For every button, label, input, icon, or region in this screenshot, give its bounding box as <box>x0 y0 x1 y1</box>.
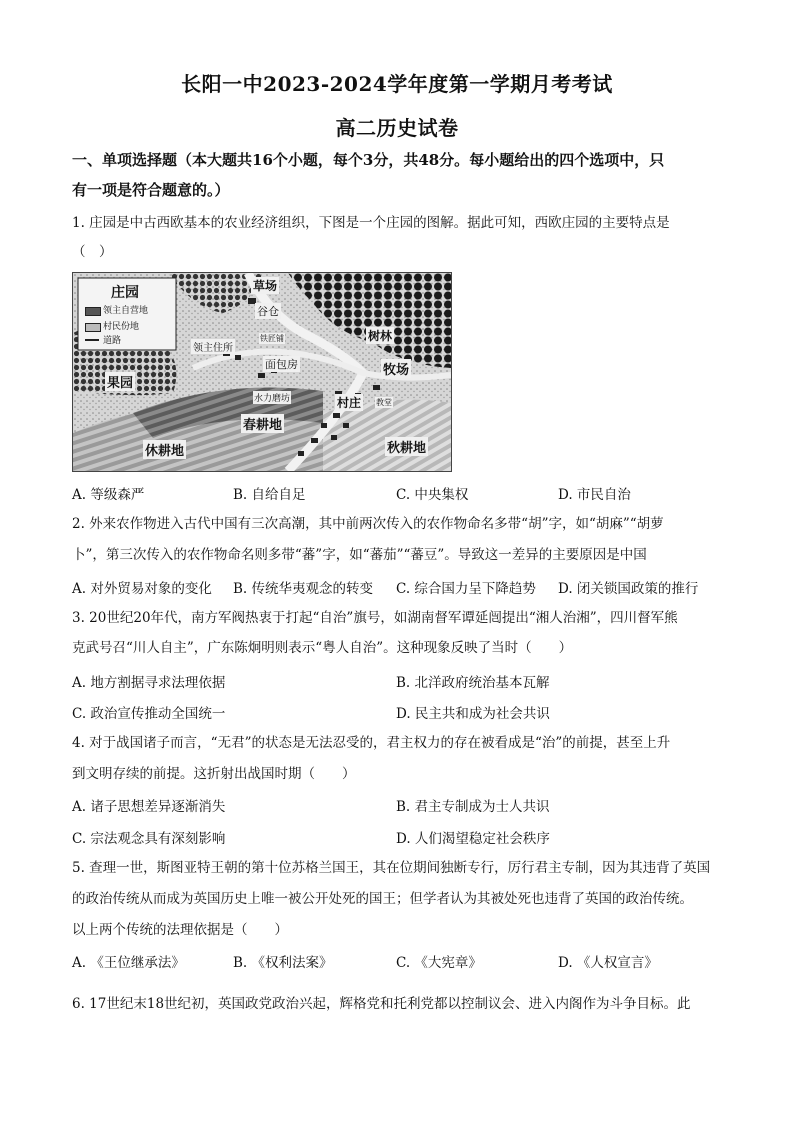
section-heading-line-1: 一、单项选择题（本大题共16个小题，每个3分，共48分。每小题给出的四个选项中，只 <box>72 151 665 169</box>
map-label-pasture: 草场 <box>253 279 278 293</box>
legend-label-lord-demesne: 领主自营地 <box>103 306 149 316</box>
question-5-text-line-3: 以上两个传统的法理依据是（ ） <box>72 922 288 938</box>
question-1-text: 1. 庄园是中古西欧基本的农业经济组织，下图是一个庄园的图解。据此可知，西欧庄园的主要特点是 <box>72 215 670 231</box>
manor-map <box>72 272 452 472</box>
legend-label-road: 道路 <box>103 336 122 346</box>
legend-swatch-villager-plots <box>85 323 101 332</box>
map-legend-title: 庄园 <box>111 285 139 301</box>
map-label-smithy: 铁匠铺 <box>260 334 284 343</box>
question-3-option-d[interactable]: D. 民主共和成为社会共识 <box>396 706 550 722</box>
question-1-blank: （ ） <box>72 244 113 260</box>
question-3-text-line-2: 克武号召“川人自主”，广东陈炯明则表示“粤人自治”。这种现象反映了当时（ ） <box>72 640 573 656</box>
question-5-text-line-2: 的政治传统从而成为英国历史上唯一被公开处死的国王；但学者认为其被处死也违背了英国的政治传统。 <box>72 891 693 907</box>
question-2-option-a[interactable]: A. 对外贸易对象的变化 <box>72 581 212 597</box>
question-4-option-a[interactable]: A. 诸子思想差异逐渐消失 <box>72 799 226 815</box>
map-label-church: 教堂 <box>376 398 392 407</box>
legend-swatch-lord-demesne <box>85 307 101 316</box>
question-3-option-a[interactable]: A. 地方割据寻求法理依据 <box>72 675 226 691</box>
question-1-option-b[interactable]: B. 自给自足 <box>233 487 306 503</box>
legend-swatch-road <box>85 339 99 341</box>
question-5-option-b[interactable]: B. 《权利法案》 <box>233 955 333 971</box>
question-4-option-b[interactable]: B. 君主专制成为士人共识 <box>396 799 550 815</box>
legend-label-villager-plots: 村民份地 <box>103 322 140 332</box>
question-6-text-line-1: 6. 17世纪末18世纪初，英国政党政治兴起，辉格党和托利党都以控制议会、进入内阁作为斗争目标。此 <box>72 996 691 1012</box>
question-2-option-d[interactable]: D. 闭关锁国政策的推行 <box>558 581 699 597</box>
question-4-text-line-1: 4. 对于战国诸子而言，“无君”的状态是无法忍受的，君主权力的存在被看成是“治”的前提，甚至上升 <box>72 735 671 751</box>
map-label-mill: 水力磨坊 <box>253 391 291 404</box>
map-label-ranch: 牧场 <box>381 359 411 378</box>
map-label-fallow-field: 休耕地 <box>143 440 186 459</box>
exam-title: 长阳一中2023-2024学年度第一学期月考考试 <box>181 72 613 96</box>
question-5-option-a[interactable]: A. 《王位继承法》 <box>72 955 185 971</box>
question-3-option-b[interactable]: B. 北洋政府统治基本瓦解 <box>396 675 550 691</box>
question-1-option-d[interactable]: D. 市民自治 <box>558 487 631 503</box>
question-3-option-c[interactable]: C. 政治宣传推动全国统一 <box>72 706 226 722</box>
section-heading-line-2: 有一项是符合题意的。） <box>72 181 230 199</box>
question-2-option-b[interactable]: B. 传统华夷观念的转变 <box>233 581 374 597</box>
map-label-village: 村庄 <box>337 396 362 410</box>
map-label-autumn-field: 秋耕地 <box>385 437 428 456</box>
map-label-forest: 树林 <box>368 329 393 343</box>
exam-subtitle: 高二历史试卷 <box>335 116 459 140</box>
question-1-option-a[interactable]: A. 等级森严 <box>72 487 145 503</box>
map-label-orchard: 果园 <box>105 372 135 391</box>
question-5-option-d[interactable]: D. 《人权宣言》 <box>558 955 658 971</box>
map-label-granary: 谷仓 <box>257 305 279 318</box>
question-5-text-line-1: 5. 查理一世，斯图亚特王朝的第十位苏格兰国王，其在位期间独断专行，厉行君主专制，因为其违背了英国 <box>72 860 711 876</box>
question-4-option-d[interactable]: D. 人们渴望稳定社会秩序 <box>396 831 550 847</box>
map-label-bakery: 面包房 <box>265 358 298 371</box>
question-2-text-line-2: 卜”，第三次传入的农作物命名则多带“蕃”字，如“蕃茄”“蕃豆”。导致这一差异的主要原因是中国 <box>72 547 647 563</box>
question-2-option-c[interactable]: C. 综合国力呈下降趋势 <box>396 581 536 597</box>
question-4-text-line-2: 到文明存续的前提。这折射出战国时期（ ） <box>72 766 356 782</box>
question-1-option-c[interactable]: C. 中央集权 <box>396 487 469 503</box>
question-2-text-line-1: 2. 外来农作物进入古代中国有三次高潮，其中前两次传入的农作物命名多带“胡”字，如“胡麻”“胡萝 <box>72 516 664 532</box>
question-4-option-c[interactable]: C. 宗法观念具有深刻影响 <box>72 831 226 847</box>
question-5-option-c[interactable]: C. 《大宪章》 <box>396 955 482 971</box>
question-3-text-line-1: 3. 20世纪20年代，南方军阀热衷于打起“自治”旗号，如湖南督军谭延闿提出“湘人治湘”，四川督军熊 <box>72 610 678 626</box>
map-label-spring-field: 春耕地 <box>241 414 284 433</box>
map-label-lord-house: 领主住所 <box>191 339 235 354</box>
